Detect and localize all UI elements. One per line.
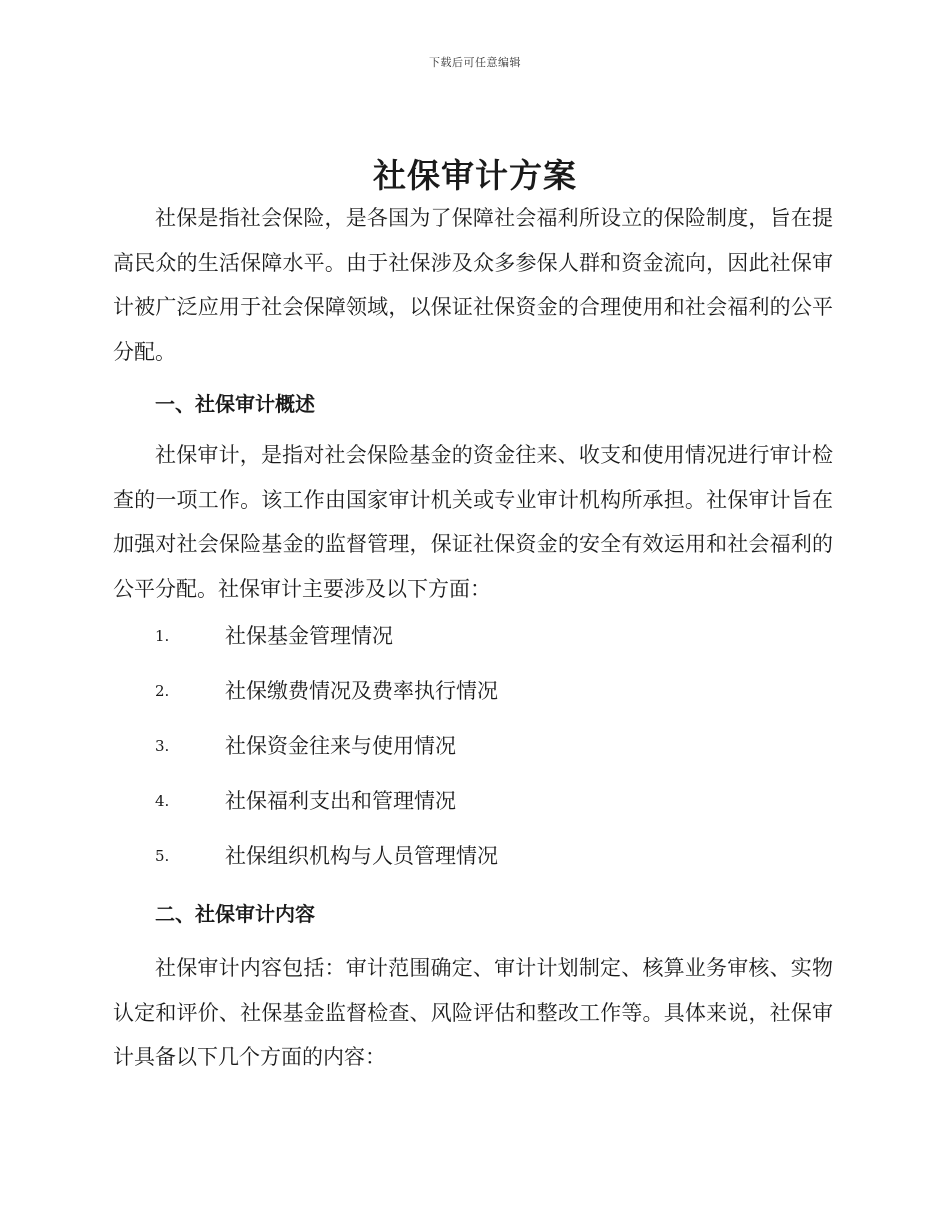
list-item-text: 社保基金管理情况 — [225, 624, 393, 648]
list-item-text: 社保组织机构与人员管理情况 — [225, 844, 498, 868]
list-item — [155, 676, 755, 706]
section2-paragraph: 社保审计内容包括：审计范围确定、审计计划制定、核算业务审核、实物认定和评价、社保基金监督检查、风险评估和整改工作等。具体来说，社保审计具备以下几个方面的内容： — [113, 956, 833, 1069]
list-item-number: 1. — [155, 627, 170, 645]
list-item-text: 社保福利支出和管理情况 — [225, 789, 456, 813]
list-item-text: 社保缴费情况及费率执行情况 — [225, 679, 498, 703]
page-header: 下载后可任意编辑 — [429, 56, 521, 69]
document-title: 社保审计方案 — [373, 156, 577, 195]
list-item — [155, 731, 755, 761]
list-item-number: 3. — [155, 737, 170, 755]
list-item-number: 4. — [155, 792, 170, 810]
list-item-number: 2. — [155, 682, 170, 700]
section1-heading: 一、社保审计概述 — [155, 392, 315, 416]
section2-heading: 二、社保审计内容 — [155, 902, 315, 926]
list-item — [155, 841, 755, 871]
list-item-number: 5. — [155, 847, 170, 865]
list-item — [155, 786, 755, 816]
list-item-text: 社保资金往来与使用情况 — [225, 734, 456, 758]
section1-paragraph: 社保审计，是指对社会保险基金的资金往来、收支和使用情况进行审计检查的一项工作。该工作由国家审计机关或专业审计机构所承担。社保审计旨在加强对社会保险基金的监督管理，保证社保资金的安全有效运用和社会福利的公平分配。社保审计主要涉及以下方面： — [113, 443, 833, 601]
intro-paragraph: 社保是指社会保险，是各国为了保障社会福利所设立的保险制度，旨在提高民众的生活保障水平。由于社保涉及众多参保人群和资金流向，因此社保审计被广泛应用于社会保障领域，以保证社保资金的合理使用和社会福利的公平分配。 — [113, 206, 833, 364]
list-item — [155, 621, 755, 651]
